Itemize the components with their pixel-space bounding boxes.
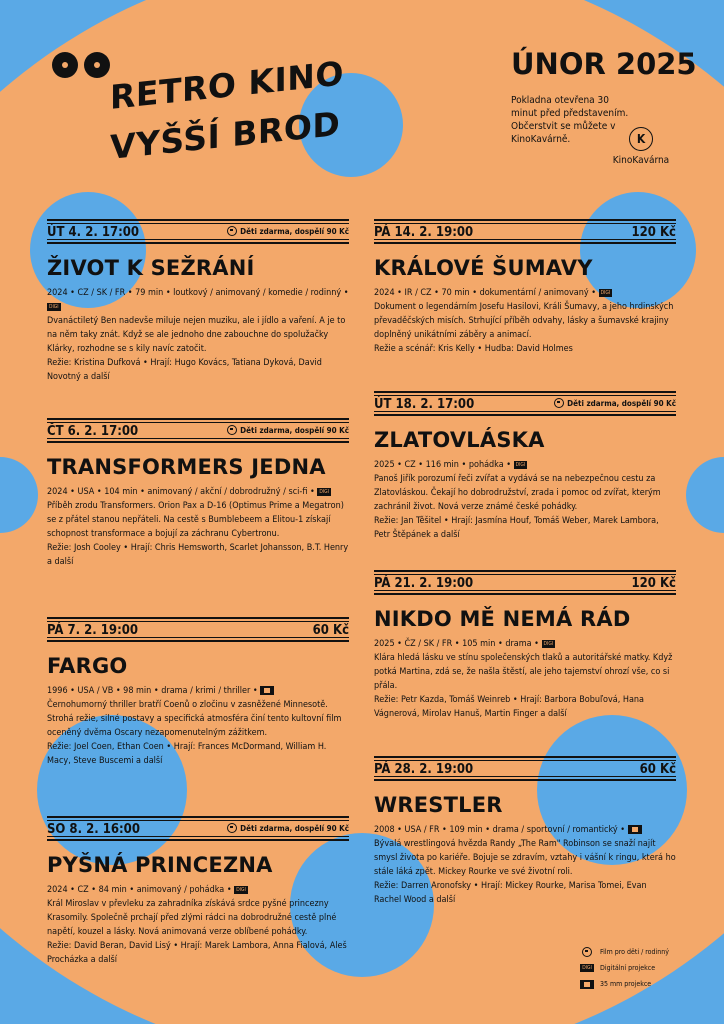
screening-price: 60 Kč [312, 623, 349, 638]
film-reel-icon [84, 52, 110, 78]
screening-date: ÚT 4. 2. 17:00 [47, 225, 140, 240]
screening-header [374, 391, 676, 416]
film-description: Dvanáctiletý Ben nadevše miluje nejen muziku, ale i jídlo a vaření. A je to na něm taky znát. Když se ale jednoho dne zabouchne do spolužačky Klárky, rozhodne se s kily navíc zatočit. [47, 316, 346, 354]
film-title: ZLATOVLÁSKA [374, 428, 545, 452]
film-crew: Režie: Darren Aronofsky • Hrají: Mickey Rourke, Marisa Tomei, Evan Rachel Wood a další [374, 881, 647, 905]
screening-block [47, 617, 349, 768]
kids-icon [582, 947, 592, 957]
film-title: FARGO [47, 654, 128, 678]
film-meta-text: 2024 • USA • 104 min • animovaný / akční / dobrodružný / sci-fi • [47, 487, 315, 497]
film-description: Dokument o legendárním Josefu Hasilovi, Králi Šumavy, a jeho hrdinských převaděčských misích. Strhující příběh odvahy, lásky a šumavské krajiny doplněný unikátními záběry a animací. [374, 302, 674, 340]
kids-free-label: Děti zdarma, dospělí 90 Kč [240, 823, 349, 833]
kinokavarna-logo [611, 127, 671, 166]
film-reel-icon [52, 52, 78, 78]
film-meta-text: 2024 • IR / CZ • 70 min • dokumentární / animovaný • [374, 288, 596, 298]
film-description: Černohumorný thriller bratří Coenů o zločinu v zasněžené Minnesotě. Strohá režie, silné postavy a specifická atmosféra činí tento kultovní film oceněný dvěma Oscary nezapomenutelným zážitkem. [47, 700, 342, 738]
film-description: Příběh zrodu Transformers. Orion Pax a D-16 (Optimus Prime a Megatron) se z přátel stanou nepřáteli. Na cestě s Bumblebeem a Elitou-1 získají schopnost transformace a bojují za záchranu Cybertronu. [47, 501, 344, 539]
screening-date: PÁ 14. 2. 19:00 [374, 225, 474, 240]
screening-date: PÁ 21. 2. 19:00 [374, 576, 474, 591]
film-description: Král Miroslav v převleku za zahradníka získává srdce pyšné princezny Krasomily. Společně prchají před zlými rádci na dobrodružné cestě plné napětí, kouzel a lásky. Nová animovaná verze oblíbené pohádky. [47, 899, 337, 937]
kids-icon [227, 425, 237, 435]
film-description: Klára hledá lásku ve stínu společenských tlaků a autoritářské matky. Když potká Martina, zdá se, že našla štěstí, ale jeho tajemství ohrozí vše, co si přála. [374, 653, 673, 691]
screening-block [47, 418, 349, 569]
film-meta-text: 2025 • CZ • 116 min • pohádka • [374, 460, 512, 470]
kids-free-label: Děti zdarma, dospělí 90 Kč [240, 425, 349, 435]
kids-free-note [554, 398, 676, 408]
film-title: TRANSFORMERS JEDNA [47, 455, 326, 479]
film-meta-text: 2025 • ČZ / SK / FR • 105 min • drama • [374, 639, 539, 649]
film-meta [47, 684, 349, 698]
screening-header [374, 570, 676, 595]
kinokavarna-name: KinoKavárna [612, 155, 670, 166]
screening-block [374, 756, 676, 907]
film-35mm-icon [628, 825, 642, 834]
film-crew: Režie: David Beran, David Lisý • Hrají: Marek Lambora, Anna Fialová, Aleš Procházka a další [47, 941, 347, 965]
kids-free-label: Děti zdarma, dospělí 90 Kč [567, 398, 676, 408]
legend-row-kids [580, 944, 669, 960]
film-meta [374, 823, 676, 837]
film-meta [47, 883, 349, 897]
digi-icon: DIGI [582, 965, 592, 971]
film-35mm-icon [580, 980, 594, 989]
screening-date: PÁ 7. 2. 19:00 [47, 623, 139, 638]
screening-date: PÁ 28. 2. 19:00 [374, 762, 474, 777]
digi-icon: DIGI [319, 488, 329, 495]
film-meta [47, 485, 349, 499]
legend-kids-label: Film pro děti / rodinný [600, 948, 669, 956]
film-meta [374, 458, 676, 472]
kids-free-note [227, 823, 349, 833]
film-crew: Režie: Kristina Dufková • Hrají: Hugo Kovács, Tatiana Dyková, David Novotný a další [47, 358, 322, 382]
legend-row-digi [580, 960, 669, 976]
film-title: WRESTLER [374, 793, 503, 817]
box-office-info: Pokladna otevřena 30 minut před představením. Občerstvit se můžete v KinoKavárně. [511, 95, 629, 145]
kids-icon [554, 398, 564, 408]
film-crew: Režie: Josh Cooley • Hrají: Chris Hemsworth, Scarlet Johansson, B.T. Henry a další [47, 543, 349, 567]
film-crew: Režie: Jan Těšitel • Hrají: Jasmína Houf, Tomáš Weber, Marek Lambora, Petr Štěpánek a další [374, 516, 659, 540]
kids-icon [227, 823, 237, 833]
film-meta-text: 2024 • CZ • 84 min • animovaný / pohádka • [47, 885, 232, 895]
screening-block [374, 219, 676, 356]
film-meta-text: 1996 • USA / VB • 98 min • drama / krimi / thriller • [47, 686, 258, 696]
screening-price: 120 Kč [631, 225, 676, 240]
screening-date: ÚT 18. 2. 17:00 [374, 397, 475, 412]
film-35mm-icon [260, 686, 274, 695]
screening-header [47, 418, 349, 443]
screening-block [374, 570, 676, 721]
screening-date: ČT 6. 2. 17:00 [47, 424, 139, 439]
film-description: Panoš Jiřík porozumí řeči zvířat a vydává se na nebezpečnou cestu za Zlatovláskou. Čekají ho dobrodružství, zrada i pomoc od zvířat, kterým zachránil život. Nová verze známé české pohádky. [374, 474, 661, 512]
screening-header [374, 756, 676, 781]
screening-date: SO 8. 2. 16:00 [47, 822, 140, 837]
film-title: NIKDO MĚ NEMÁ RÁD [374, 607, 631, 631]
kids-free-note [227, 425, 349, 435]
digi-icon: DIGI [600, 289, 611, 296]
screening-header [47, 816, 349, 841]
month-title: ÚNOR 2025 [511, 47, 697, 81]
legend [580, 944, 669, 992]
screening-price: 60 Kč [639, 762, 676, 777]
screening-block [374, 391, 676, 542]
screening-header [47, 617, 349, 642]
logo-line-2: VYŠŠÍ BROD [110, 103, 341, 167]
film-crew: Režie: Petr Kazda, Tomáš Weinreb • Hrají: Barbora Bobuľová, Hana Vágnerová, Mirolav Hanuš, Martin Finger a další [374, 695, 645, 719]
film-crew: Režie a scénář: Kris Kelly • Hudba: David Holmes [374, 344, 573, 354]
screening-header [47, 219, 349, 244]
film-meta-text: 2008 • USA / FR • 109 min • drama / sportovní / romantický • [374, 825, 625, 835]
logo-line-1: RETRO KINO [110, 53, 344, 117]
film-description: Bývalá wrestlingová hvězda Randy „The Ram" Robinson se snaží najít smysl života po kariéře. Bojuje se zdravím, vztahy i vášní k ringu, která ho stále láká zpět. Mickey Rourke ve své životní roli. [374, 839, 676, 877]
film-meta [47, 286, 349, 314]
kids-free-note [227, 226, 349, 236]
digi-icon: DIGI [515, 461, 526, 468]
film-title: ŽIVOT K SEŽRÁNÍ [47, 256, 255, 280]
legend-digi-label: Digitální projekce [600, 964, 656, 972]
screening-header [374, 219, 676, 244]
kids-free-label: Děti zdarma, dospělí 90 Kč [240, 226, 349, 236]
legend-35mm-label: 35 mm projekce [600, 980, 652, 988]
digi-icon: DIGI [49, 303, 59, 310]
screening-price: 120 Kč [631, 576, 676, 591]
digi-icon: DIGI [543, 640, 554, 647]
screening-block [47, 219, 349, 384]
film-title: PYŠNÁ PRINCEZNA [47, 853, 273, 877]
film-meta [374, 286, 676, 300]
film-crew: Režie: Joel Coen, Ethan Coen • Hrají: Frances McDormand, William H. Macy, Steve Buscemi a další [47, 742, 327, 766]
film-title: KRÁLOVÉ ŠUMAVY [374, 256, 593, 280]
film-meta [374, 637, 676, 651]
kids-icon [227, 226, 237, 236]
screening-block [47, 816, 349, 967]
digi-icon: DIGI [236, 886, 246, 893]
film-meta-text: 2024 • CZ / SK / FR • 79 min • loutkový / animovaný / komedie / rodinný • [47, 288, 349, 298]
kinokavarna-icon: K [629, 127, 653, 151]
legend-row-35mm [580, 976, 669, 992]
